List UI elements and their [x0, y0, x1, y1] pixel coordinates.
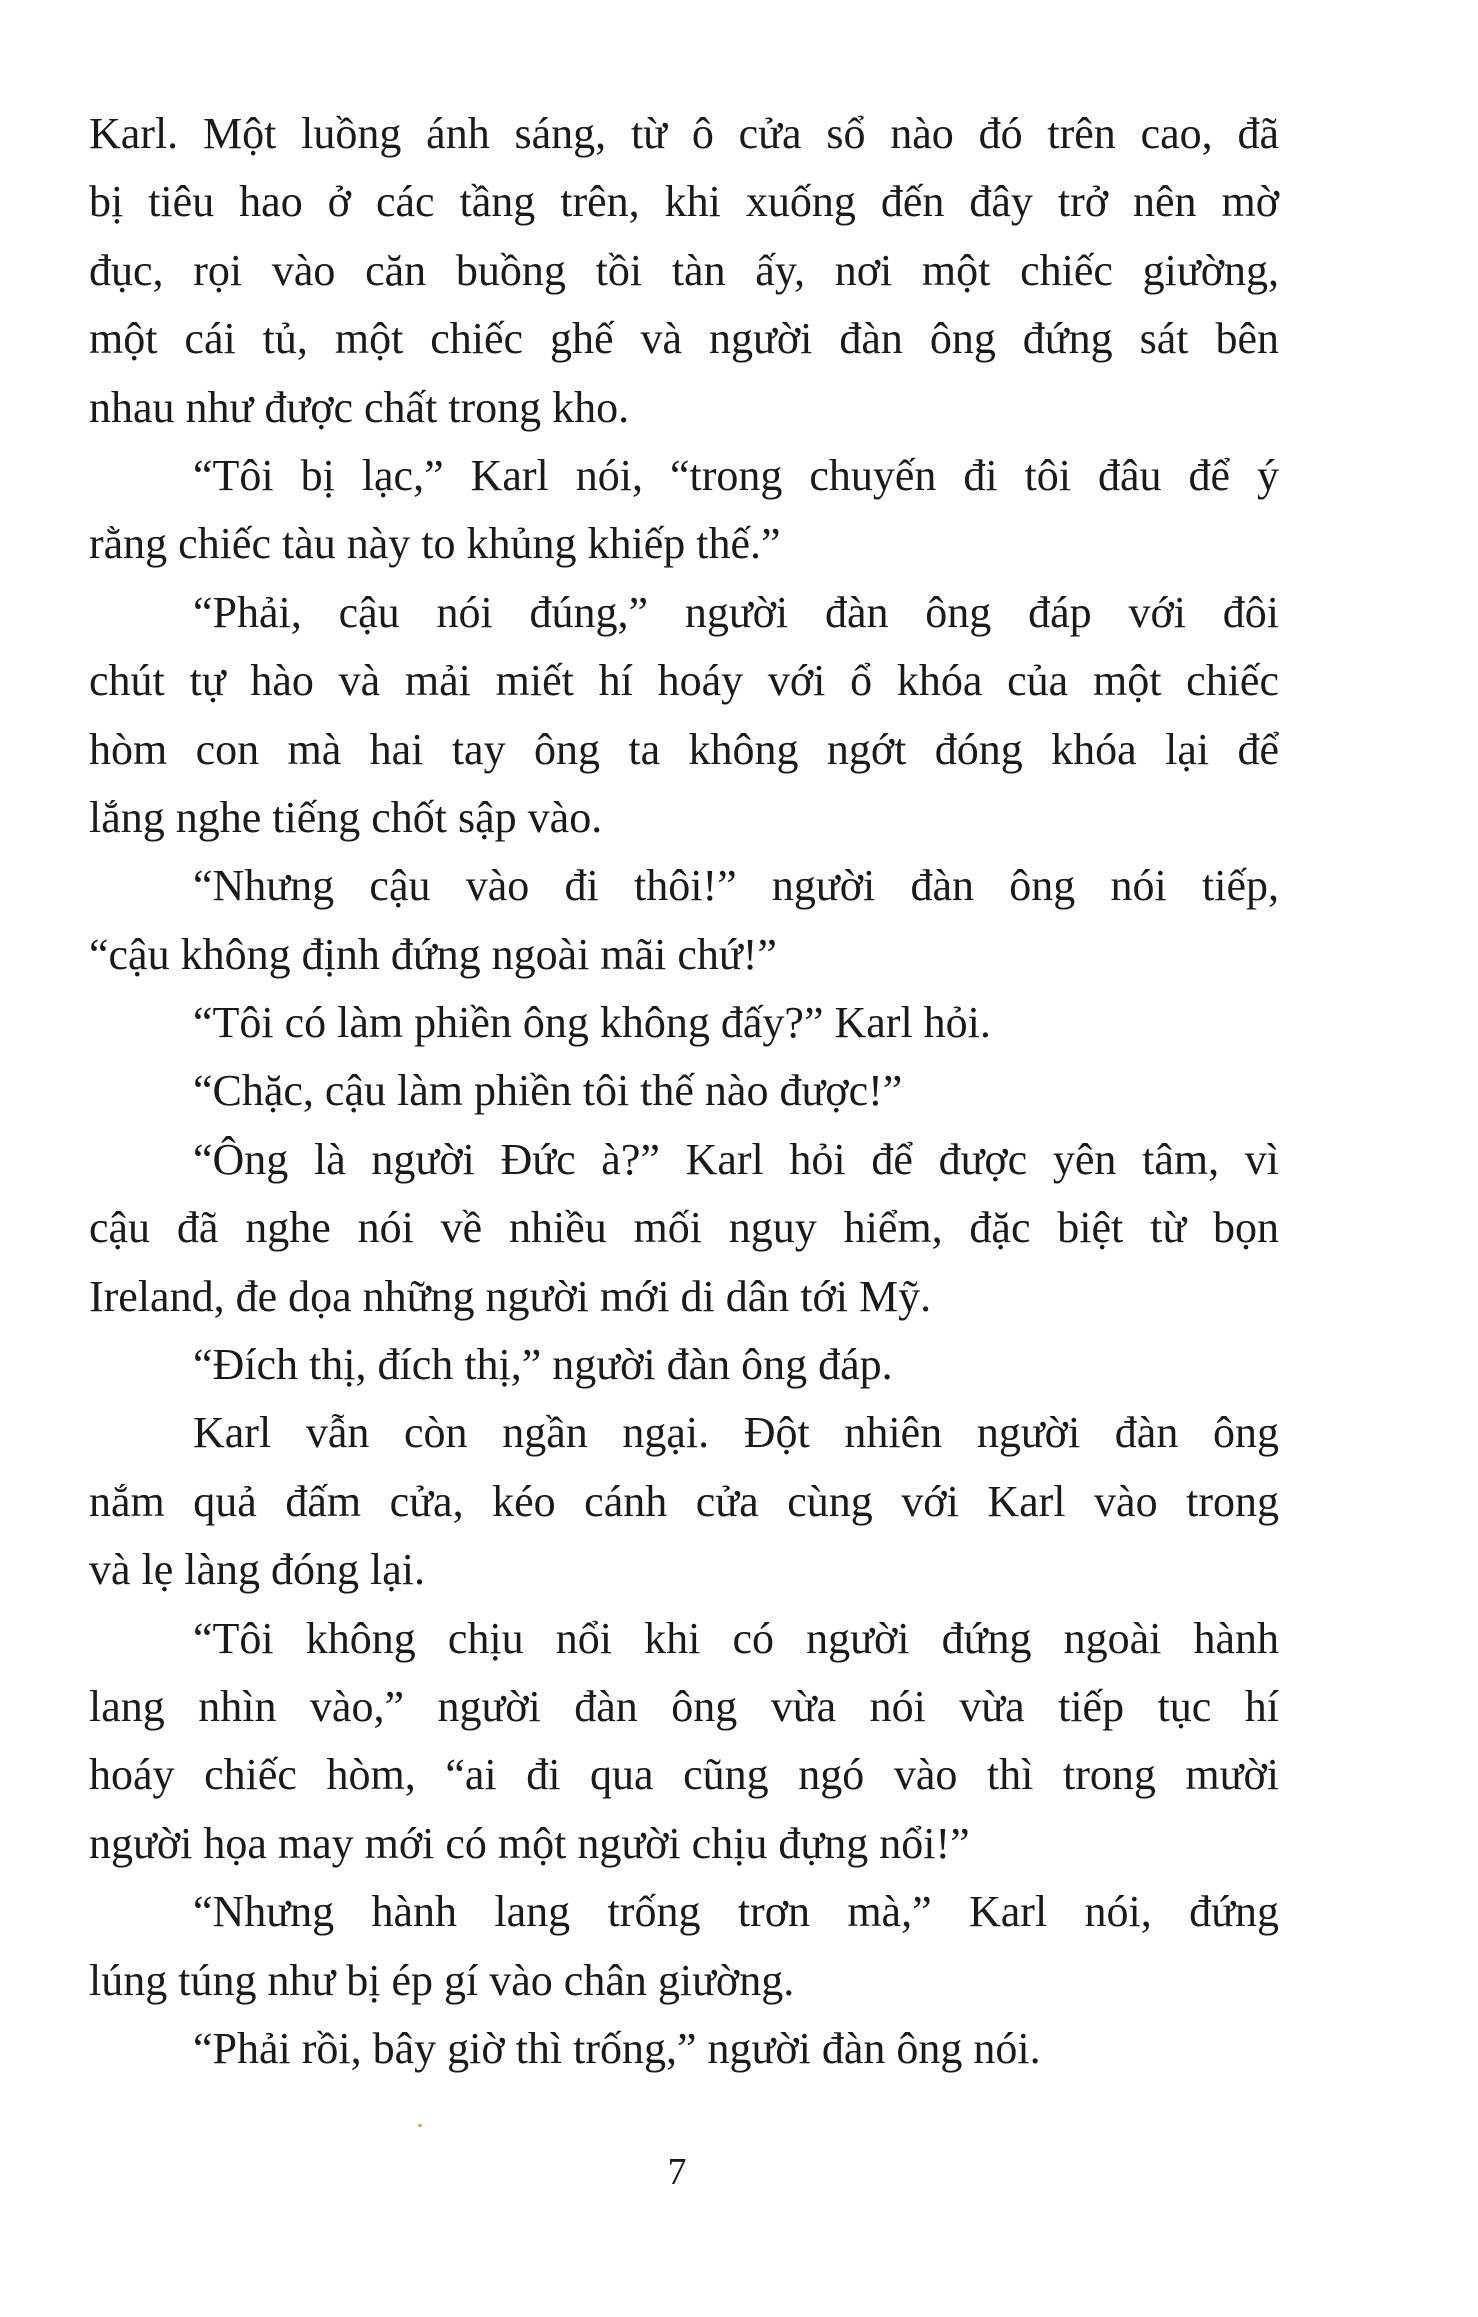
- text-line: nắm quả đấm cửa, kéo cánh cửa cùng với Karl vào trong: [89, 1476, 1279, 1526]
- paragraph: [89, 2015, 1279, 2083]
- paragraph: [89, 442, 1279, 579]
- text-line: “Tôi có làm phiền ông không đấy?” Karl hỏi.: [193, 998, 991, 1048]
- text-line: rằng chiếc tàu này to khủng khiếp thế.”: [89, 519, 781, 569]
- paragraph: [89, 1057, 1279, 1125]
- text-line: “Tôi không chịu nổi khi có người đứng ngoài hành: [193, 1613, 1279, 1663]
- paragraph: [89, 1605, 1279, 1879]
- paragraph: [89, 579, 1279, 853]
- text-line: một cái tủ, một chiếc ghế và người đàn ông đứng sát bên: [89, 314, 1279, 364]
- text-line: lúng túng như bị ép gí vào chân giường.: [89, 1955, 795, 2005]
- text-line: “Nhưng cậu vào đi thôi!” người đàn ông nói tiếp,: [193, 861, 1279, 911]
- text-line: “Chặc, cậu làm phiền tôi thế nào được!”: [193, 1066, 903, 1116]
- text-line: đục, rọi vào căn buồng tồi tàn ấy, nơi một chiếc giường,: [89, 245, 1279, 295]
- text-line: “Ông là người Đức à?” Karl hỏi để được yên tâm, vì: [193, 1134, 1279, 1184]
- text-line: Karl. Một luồng ánh sáng, từ ô cửa sổ nào đó trên cao, đã: [89, 109, 1279, 158]
- text-line: lắng nghe tiếng chốt sập vào.: [89, 792, 603, 842]
- paragraph: [89, 1878, 1279, 2015]
- text-line: chút tự hào và mải miết hí hoáy với ổ khóa của một chiếc: [89, 656, 1279, 706]
- text-line: “Nhưng hành lang trống trơn mà,” Karl nói, đứng: [193, 1887, 1279, 1937]
- paragraph: [89, 852, 1279, 989]
- text-line: lang nhìn vào,” người đàn ông vừa nói vừa tiếp tục hí: [89, 1681, 1279, 1731]
- paragraph: [89, 100, 1279, 442]
- paragraph: [89, 1331, 1279, 1399]
- text-line: Karl vẫn còn ngần ngại. Đột nhiên người đàn ông: [193, 1408, 1279, 1458]
- text-line: hòm con mà hai tay ông ta không ngớt đóng khóa lại để: [89, 724, 1279, 774]
- text-line: người họa may mới có một người chịu đựng nổi!”: [89, 1818, 970, 1868]
- text-line: cậu đã nghe nói về nhiều mối nguy hiểm, đặc biệt từ bọn: [89, 1203, 1279, 1253]
- text-line: “Phải, cậu nói đúng,” người đàn ông đáp với đôi: [193, 587, 1279, 637]
- page-body: [89, 100, 1279, 2083]
- text-line: và lẹ làng đóng lại.: [89, 1545, 426, 1595]
- paragraph: [89, 989, 1279, 1057]
- text-line: “Đích thị, đích thị,” người đàn ông đáp.: [193, 1340, 893, 1390]
- text-line: bị tiêu hao ở các tầng trên, khi xuống đến đây trở nên mờ: [89, 177, 1279, 227]
- text-line: “cậu không định đứng ngoài mãi chứ!”: [89, 929, 777, 979]
- text-line: nhau như được chất trong kho.: [89, 382, 630, 432]
- paragraph: [89, 1399, 1279, 1604]
- paragraph: [89, 1126, 1279, 1331]
- text-line: Ireland, đe dọa những người mới di dân tới Mỹ.: [89, 1271, 932, 1321]
- text-line: hoáy chiếc hòm, “ai đi qua cũng ngó vào thì trong mười: [89, 1750, 1279, 1800]
- page-number: 7: [667, 2151, 687, 2193]
- text-line: “Tôi bị lạc,” Karl nói, “trong chuyến đi tôi đâu để ý: [193, 450, 1279, 500]
- scan-speck: [418, 2124, 422, 2127]
- text-line: “Phải rồi, bây giờ thì trống,” người đàn ông nói.: [193, 2023, 1041, 2073]
